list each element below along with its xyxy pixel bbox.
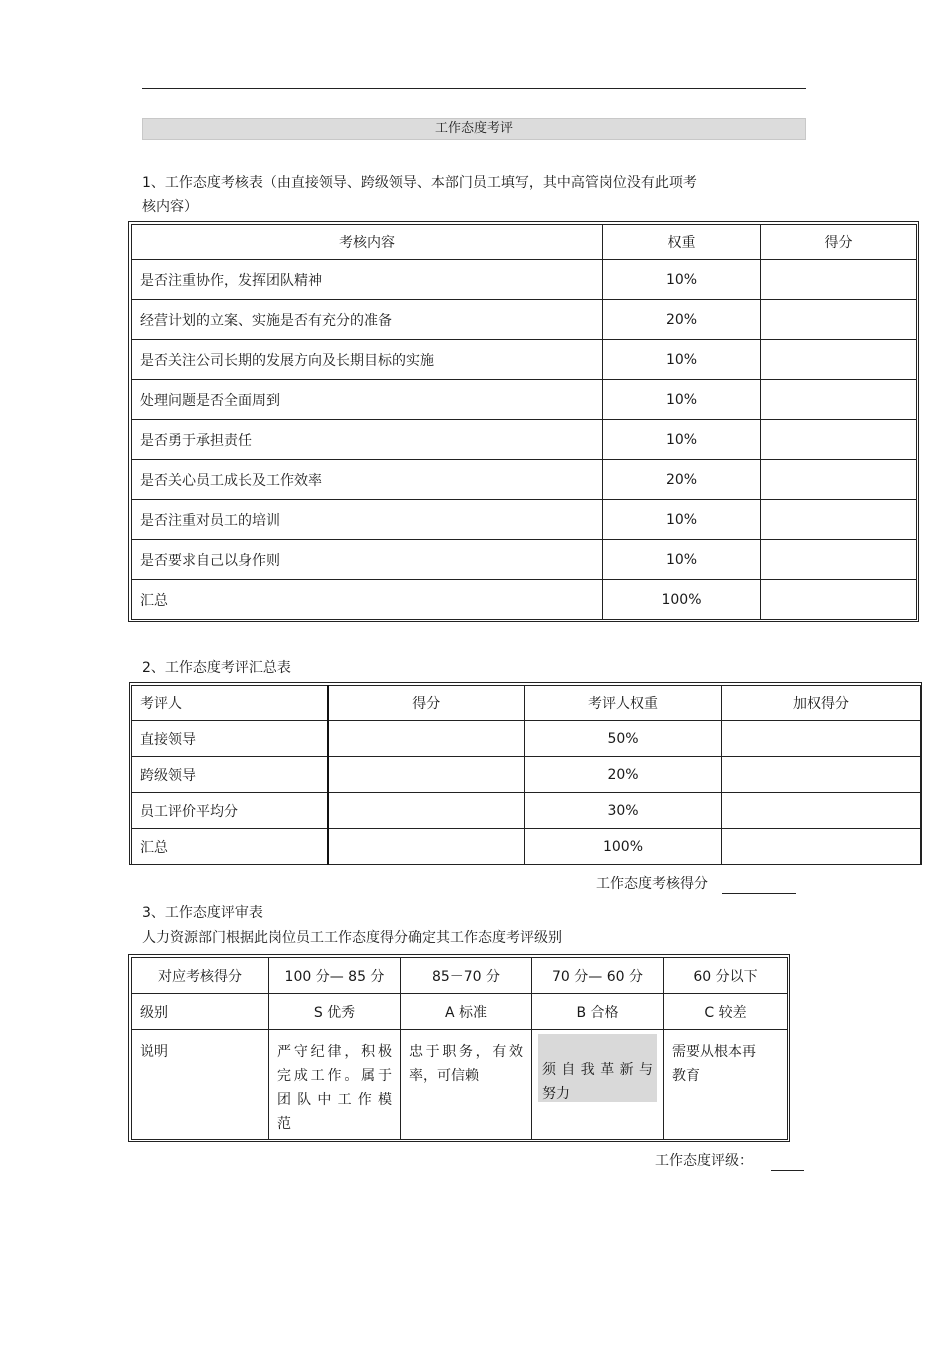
- s1-heading-line1: 1、工作态度考核表（由直接领导、跨级领导、本部门员工填写，其中高管岗位没有此项考: [142, 175, 697, 191]
- table-row: [132, 460, 917, 500]
- s1-header-item: 考核内容: [132, 225, 603, 260]
- s1-weight-cell: 20%: [603, 460, 761, 500]
- s1-item-cell: 处理问题是否全面周到: [132, 380, 603, 420]
- s1-weight-cell: 10%: [603, 260, 761, 300]
- s3-level-row: [132, 994, 788, 1030]
- s3-table: [131, 957, 788, 1140]
- s3-desc-s: [269, 1030, 401, 1140]
- s2-score-cell[interactable]: [328, 721, 525, 757]
- s3-desc-a-line: 率，可信赖: [409, 1068, 479, 1084]
- s1-weight-cell: 20%: [603, 300, 761, 340]
- s3-label-desc: 说明: [132, 1030, 269, 1140]
- s1-total-score-cell[interactable]: [761, 580, 917, 620]
- s2-total-row: [132, 829, 921, 865]
- s2-score-cell[interactable]: [328, 757, 525, 793]
- s2-table: [131, 685, 921, 865]
- s3-range-row: [132, 958, 788, 994]
- s3-label-range: 对应考核得分: [132, 958, 269, 994]
- s1-score-cell[interactable]: [761, 460, 917, 500]
- s1-score-cell[interactable]: [761, 540, 917, 580]
- s1-table: [131, 224, 917, 620]
- table-row: [132, 340, 917, 380]
- s1-heading-line2: 核内容）: [142, 199, 198, 215]
- s2-weighted-cell[interactable]: [722, 793, 921, 829]
- s3-desc-a-line: 忠于职务，有效: [409, 1044, 523, 1060]
- s3-level-c: C 较差: [664, 994, 788, 1030]
- s1-weight-cell: 10%: [603, 380, 761, 420]
- section-title-banner: 工作态度考评: [142, 118, 806, 140]
- s3-intro: 人力资源部门根据此岗位员工工作态度得分确定其工作态度考评级别: [142, 930, 562, 946]
- s2-weighted-cell[interactable]: [722, 757, 921, 793]
- table-row: [132, 260, 917, 300]
- s1-total-label: 汇总: [132, 580, 603, 620]
- s3-desc-a: [401, 1030, 532, 1140]
- table-row: [132, 300, 917, 340]
- s1-item-cell: 是否勇于承担责任: [132, 420, 603, 460]
- s3-desc-s-line: 团队中工作模: [277, 1092, 392, 1108]
- s3-desc-b-line: 努力: [542, 1086, 570, 1102]
- s3-desc-s-line: 严守纪律，积极: [277, 1044, 392, 1060]
- s3-desc-c: [664, 1030, 788, 1140]
- s1-item-cell: 是否注重对员工的培训: [132, 500, 603, 540]
- s2-header-row: [132, 686, 921, 721]
- s1-item-cell: 是否注重协作，发挥团队精神: [132, 260, 603, 300]
- s3-desc-b: [532, 1030, 664, 1140]
- s2-weight-cell: 20%: [525, 757, 722, 793]
- s1-item-cell: 是否关注公司长期的发展方向及长期目标的实施: [132, 340, 603, 380]
- s2-rater-cell: 直接领导: [132, 721, 328, 757]
- score-blank[interactable]: [722, 877, 796, 894]
- s1-weight-cell: 10%: [603, 500, 761, 540]
- s1-header-weight: 权重: [603, 225, 761, 260]
- s1-header-row: [132, 225, 917, 260]
- s1-score-cell[interactable]: [761, 420, 917, 460]
- grade-blank[interactable]: [771, 1154, 804, 1171]
- s1-score-cell[interactable]: [761, 340, 917, 380]
- s3-desc-b-line: 须自我革新与: [542, 1062, 653, 1078]
- s1-item-cell: 是否关心员工成长及工作效率: [132, 460, 603, 500]
- s2-total-label: 汇总: [132, 829, 328, 865]
- s2-header-weight: 考评人权重: [525, 686, 722, 721]
- s2-heading: 2、工作态度考评汇总表: [142, 660, 291, 676]
- s2-weight-cell: 50%: [525, 721, 722, 757]
- s3-level-a: A 标准: [401, 994, 532, 1030]
- s1-total-weight: 100%: [603, 580, 761, 620]
- s3-desc-b-highlight: [538, 1034, 657, 1102]
- s1-item-cell: 经营计划的立案、实施是否有充分的准备: [132, 300, 603, 340]
- s2-score-label: 工作态度考核得分: [596, 876, 708, 892]
- s1-score-cell[interactable]: [761, 300, 917, 340]
- s3-label-level: 级别: [132, 994, 269, 1030]
- s3-grade-label: 工作态度评级：: [655, 1153, 753, 1169]
- s2-rater-cell: 跨级领导: [132, 757, 328, 793]
- s1-score-cell[interactable]: [761, 380, 917, 420]
- s2-rater-cell: 员工评价平均分: [132, 793, 328, 829]
- s2-header-score: 得分: [328, 686, 525, 721]
- s3-desc-s-line: 范: [277, 1116, 291, 1132]
- s2-header-weighted: 加权得分: [722, 686, 921, 721]
- s3-range-s: 100 分— 85 分: [269, 958, 401, 994]
- table-row: [132, 793, 921, 829]
- s1-weight-cell: 10%: [603, 340, 761, 380]
- s3-desc-c-line: 教育: [672, 1068, 700, 1084]
- s2-total-score-cell[interactable]: [328, 829, 525, 865]
- table-row: [132, 500, 917, 540]
- s2-total-weighted-cell[interactable]: [722, 829, 921, 865]
- s3-desc-s-line: 完成工作。属于: [277, 1068, 392, 1084]
- s3-range-a: 85－70 分: [401, 958, 532, 994]
- table-row: [132, 420, 917, 460]
- s2-weighted-cell[interactable]: [722, 721, 921, 757]
- table-row: [132, 757, 921, 793]
- s2-score-cell[interactable]: [328, 793, 525, 829]
- s3-desc-c-line: 需要从根本再: [672, 1044, 756, 1060]
- s3-range-b: 70 分— 60 分: [532, 958, 664, 994]
- s3-heading: 3、工作态度评审表: [142, 905, 263, 921]
- s1-weight-cell: 10%: [603, 420, 761, 460]
- s2-score-line: [596, 874, 796, 894]
- s2-total-weight: 100%: [525, 829, 722, 865]
- s1-weight-cell: 10%: [603, 540, 761, 580]
- s3-level-s: S 优秀: [269, 994, 401, 1030]
- s2-header-rater: 考评人: [132, 686, 328, 721]
- s1-item-cell: 是否要求自己以身作则: [132, 540, 603, 580]
- top-rule: [142, 88, 806, 89]
- s1-header-score: 得分: [761, 225, 917, 260]
- s3-level-b: B 合格: [532, 994, 664, 1030]
- s1-score-cell[interactable]: [761, 260, 917, 300]
- s2-weight-cell: 30%: [525, 793, 722, 829]
- s1-total-row: [132, 580, 917, 620]
- s3-grade-line: [655, 1151, 804, 1171]
- table-row: [132, 540, 917, 580]
- table-row: [132, 380, 917, 420]
- s1-score-cell[interactable]: [761, 500, 917, 540]
- s3-range-c: 60 分以下: [664, 958, 788, 994]
- s3-desc-row: [132, 1030, 788, 1140]
- table-row: [132, 721, 921, 757]
